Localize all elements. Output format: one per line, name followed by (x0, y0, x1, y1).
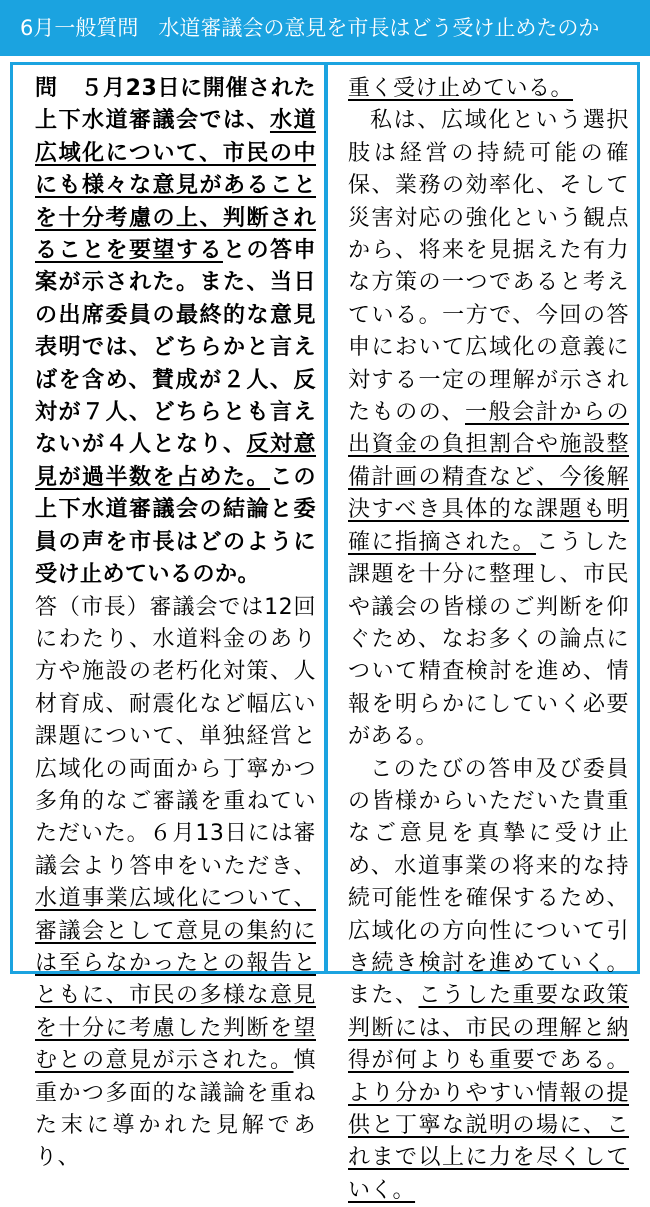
answer-p3-start: このたびの答申及び委員の皆様からいただいた貴重なご意見を真摯に受け止め、水道事業の将来的な持続可能性を確保するため、広域化の方向性について引き続き検討を進めていく。また、 (348, 756, 629, 1009)
answer-paragraph-3 (348, 754, 629, 1207)
answer-continuation (348, 73, 629, 105)
header-title: 水道審議会の意見を市長はどう受け止めたのか (158, 16, 600, 40)
question-underline-2: 反対意見が過半数を占めた。 (35, 432, 316, 490)
left-column (13, 65, 324, 1171)
answer-p3-underline: こうした重要な政策判断には、市民の理解と納得が何よりも重要である。より分かりやすい情報の提供と丁寧な説明の場に、これまで以上に力を尽くしていく。 (348, 983, 629, 1203)
answer-underline-1: 水道事業広域化について、審議会として意見の集約には至らなかったとの報告とともに、市民の多様な意見を十分に考慮した判断を望むとの意見が示された。 (35, 886, 316, 1074)
answer-paragraph-1 (35, 592, 316, 1175)
answer-middle: 慎重かつ多面的な議論を重ねた末に導かれた見解であり、 (35, 1048, 316, 1171)
answer-paragraph-2 (348, 105, 629, 753)
question-suffix: この上下水道審議会の結論と委員の声を市長はどのように受け止めているのか。 (35, 464, 316, 588)
article-frame (10, 62, 640, 1203)
answer-underline-2: 重く受け止めている。 (348, 76, 574, 101)
question-underline-1: 水道広域化について、市民の中にも様々な意見があることを十分考慮の上、判断されることを要望する (35, 108, 316, 264)
question-middle: との答申案が示された。また、当日の出席委員の最終的な意見表明では、どちらかと言えばを含め、賛成が２人、反対が７人、どちらとも言えないが４人となり、 (35, 238, 316, 458)
right-column (328, 65, 637, 1203)
header-label: 6月一般質問 (20, 16, 139, 40)
question-prefix: 問 ５月23日に開催された上下水道審議会では、 (35, 76, 316, 134)
question-paragraph (35, 73, 316, 592)
answer-prefix: 答（市長）審議会では12回にわたり、水道料金のあり方や施設の老朽化対策、人材育成、耐震化など幅広い課題について、単独経営と広域化の両面から丁寧かつ多角的なご審議を重ねていただいた。６月13日には審議会より答申をいただき、 (35, 594, 316, 879)
answer-p2-underline: 一般会計からの出資金の負担割合や施設整備計画の精査など、今後解決すべき具体的な課題も明確に指摘された。 (348, 400, 629, 555)
answer-p2-start: 私は、広域化という選択肢は経営の持続可能の確保、業務の効率化、そして災害対応の強化という観点から、将来を見据えた有力な方策の一つであると考えている。一方で、今回の答申において広域化の意義に対する一定の理解が示されたものの、 (348, 108, 629, 426)
answer-p2-end: こうした課題を十分に整理し、市民や議会の皆様のご判断を仰ぐため、なお多くの論点について精査検討を進め、情報を明らかにしていく必要がある。 (348, 529, 629, 750)
header-bar (0, 0, 650, 56)
